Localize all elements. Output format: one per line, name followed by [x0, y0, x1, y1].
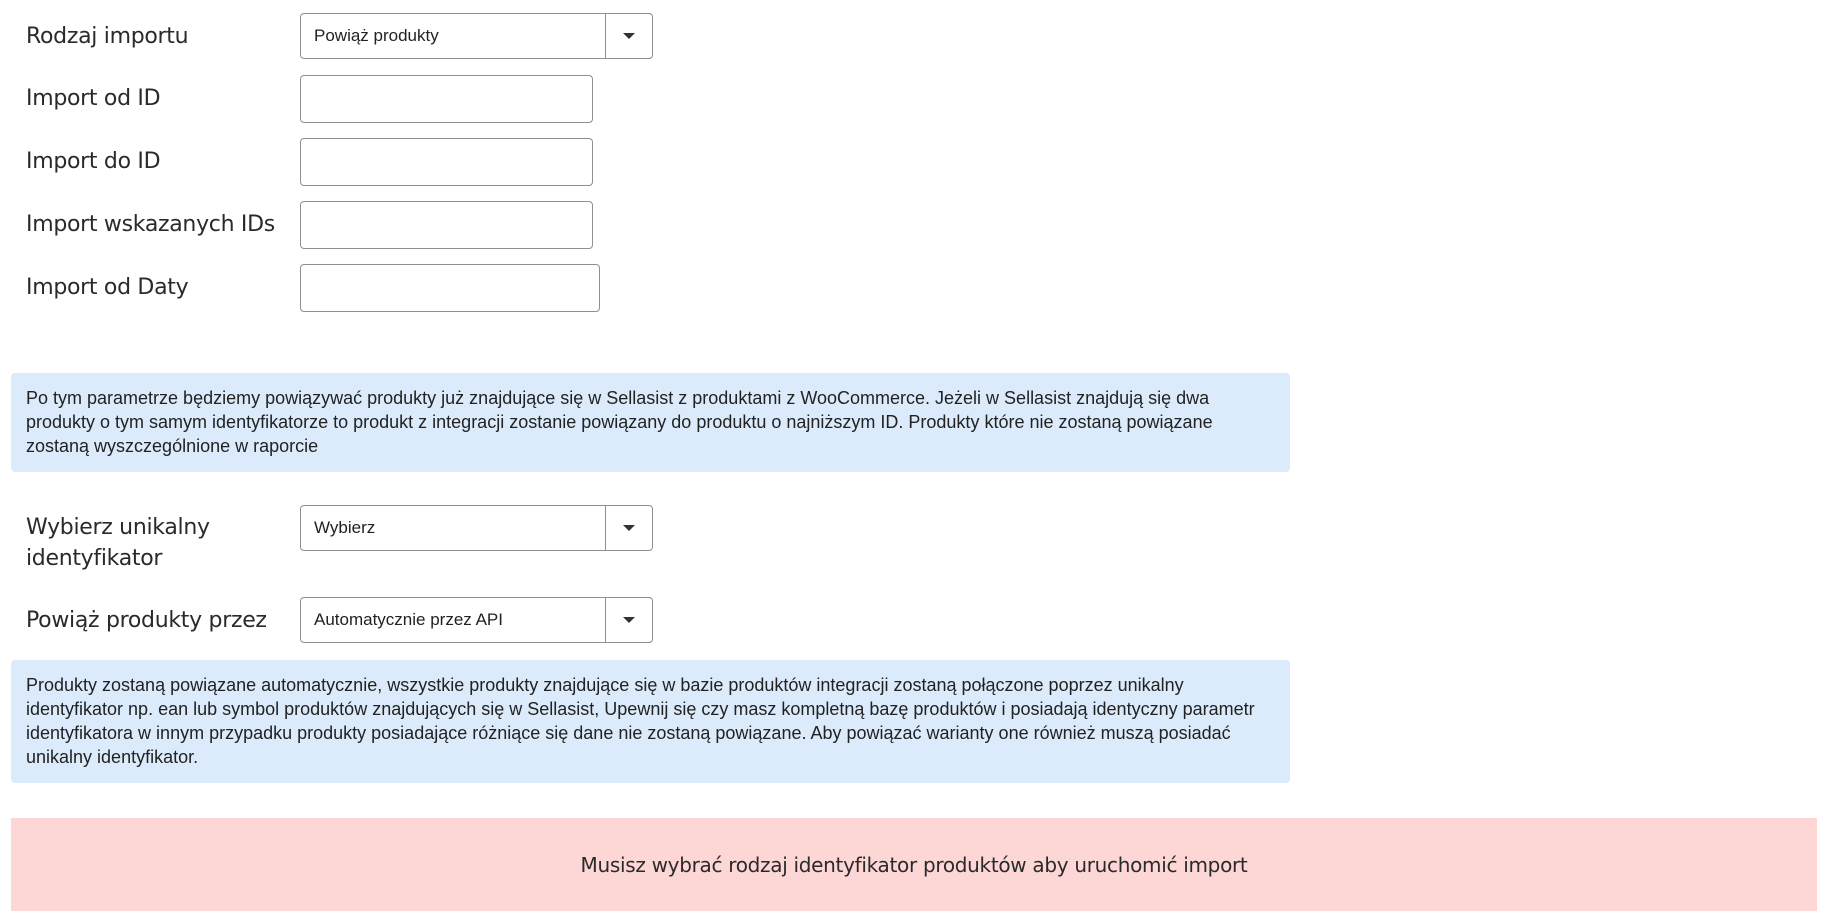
info-box-automatic: Produkty zostaną powiązane automatycznie, wszystkie produkty znajdujące się w bazie produktów integracji zostaną połączone poprzez unikalny identyfikator np. ean lub symbol produktów znajdujących się w Sellasist, Upewnij się czy masz kompletną bazę produktów i posiadają identyczny parametr identyfikatora w innym przypadku produkty posiadające różniące się dane nie zostaną powiązane. Aby powiązać warianty one również muszą posiadać unikalny identyfikator. — [11, 660, 1290, 783]
link-products-by-selected-value: Automatycznie przez API — [314, 610, 503, 629]
chevron-down-icon[interactable] — [606, 14, 652, 58]
unique-identifier-selected-value: Wybierz — [314, 518, 376, 537]
link-products-by-select[interactable] — [300, 597, 653, 643]
import-to-id-input[interactable] — [300, 138, 593, 186]
import-type-selected-value: Powiąż produkty — [314, 26, 439, 45]
import-from-id-input[interactable] — [300, 75, 593, 123]
import-from-date-input[interactable] — [300, 264, 600, 312]
import-alert — [11, 818, 1817, 911]
link-products-by-label: Powiąż produkty przez — [26, 608, 267, 633]
alert-text: Musisz wybrać rodzaj identyfikator produktów aby uruchomić import — [580, 852, 1248, 877]
info-box-parameter: Po tym parametrze będziemy powiązywać produkty już znajdujące się w Sellasist z produktami z WooCommerce. Jeżeli w Sellasist znajdują się dwa produkty o tym samym identyfikatorze to produkt z integracji zostanie powiązany do produktu o najniższym ID. Produkty które nie zostaną powiązane zostaną wyszczególnione w raporcie — [11, 373, 1290, 472]
import-type-label: Rodzaj importu — [26, 24, 189, 49]
unique-identifier-label: Wybierz unikalny identyfikator — [26, 515, 210, 571]
chevron-down-icon[interactable] — [606, 598, 652, 642]
import-type-select[interactable] — [300, 13, 653, 59]
import-from-date-label: Import od Daty — [26, 275, 189, 300]
import-to-id-label: Import do ID — [26, 149, 161, 174]
import-selected-ids-label: Import wskazanych IDs — [26, 212, 275, 237]
unique-identifier-select[interactable] — [300, 505, 653, 551]
chevron-down-icon[interactable] — [606, 506, 652, 550]
import-selected-ids-input[interactable] — [300, 201, 593, 249]
import-from-id-label: Import od ID — [26, 86, 161, 111]
